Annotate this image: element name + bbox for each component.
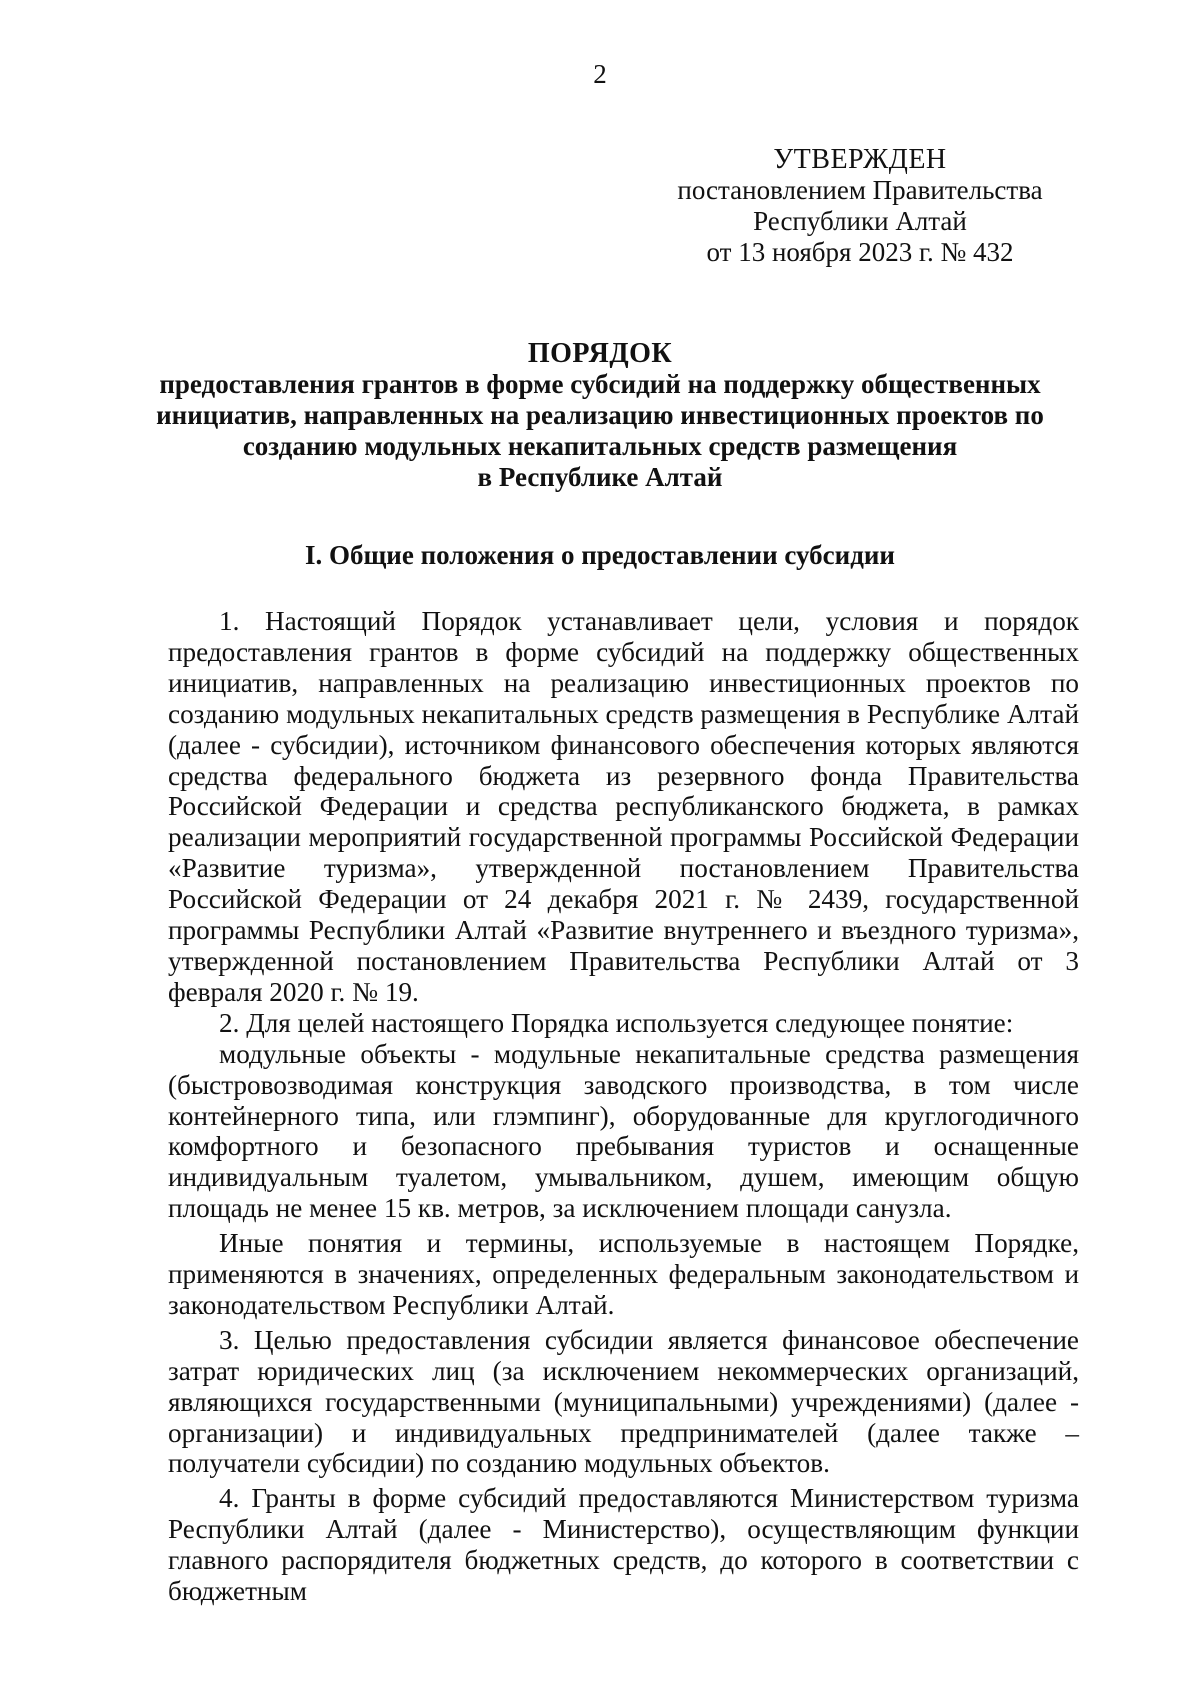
- title-line: в Республике Алтай: [477, 462, 723, 492]
- approval-title: УТВЕРЖДЕН: [773, 144, 947, 175]
- approval-block: [620, 144, 1100, 268]
- paragraph: 2. Для целей настоящего Порядка используется следующее понятие:: [219, 1007, 1014, 1038]
- paragraph: 3. Целью предоставления субсидии является финансовое обеспечение затрат юридических лиц (за исключением некоммерческих организаций, являющихся государственными (муниципальными) учреждениями) (далее - организации) и индивидуальных предпринимателей (далее также – получатели субсидии) по созданию модульных объектов.: [168, 1324, 1079, 1479]
- title-line: предоставления грантов в форме субсидий на поддержку общественных: [159, 369, 1041, 399]
- title-line: инициатив, направленных на реализацию инвестиционных проектов по: [156, 400, 1044, 430]
- approval-line: Республики Алтай: [753, 206, 967, 236]
- page-number: 2: [593, 59, 607, 89]
- title-main: ПОРЯДОК: [527, 338, 673, 369]
- paragraph: 1. Настоящий Порядок устанавливает цели, условия и порядок предоставления грантов в форме субсидий на поддержку общественных инициатив, направленных на реализацию инвестиционных проектов по созданию модульных некапитальных средств размещения в Республике Алтай (далее - субсидии), источником финансового обеспечения которых являются средства федерального бюджета из резервного фонда Правительства Российской Федерации и средства республиканского бюджета, в рамках реализации мероприятий государственной программы Российской Федерации «Развитие туризма», утвержденной постановлением Правительства Российской Федерации от 24 декабря 2021 г. № 2439, государственной программы Республики Алтай «Развитие внутреннего и въездного туризма», утвержденной постановлением Правительства Республики Алтай от 3 февраля 2020 г. № 19.: [168, 606, 1079, 1007]
- body-text: [168, 606, 1079, 1607]
- title-line: созданию модульных некапитальных средств размещения: [242, 431, 958, 461]
- paragraph: 4. Гранты в форме субсидий предоставляются Министерством туризма Республики Алтай (далее - Министерство), осуществляющим функции главного распорядителя бюджетных средств, до которого в соответствии с бюджетным: [168, 1483, 1079, 1607]
- document-title: [140, 338, 1060, 493]
- approval-date: от 13 ноября 2023 г. № 432: [706, 237, 1014, 267]
- section-heading: I. Общие положения о предоставлении субсидии: [305, 540, 895, 570]
- paragraph: модульные объекты - модульные некапитальные средства размещения (быстровозводимая конструкция заводского производства, в том числе контейнерного типа, или глэмпинг), оборудованные для круглогодичного комфортного и безопасного пребывания туристов и оснащенные индивидуальным туалетом, умывальником, душем, имеющим общую площадь не менее 15 кв. метров, за исключением площади санузла.: [168, 1038, 1079, 1224]
- paragraph: Иные понятия и термины, используемые в настоящем Порядке, применяются в значениях, определенных федеральным законодательством и законодательством Республики Алтай.: [168, 1228, 1079, 1320]
- approval-line: постановлением Правительства: [677, 175, 1043, 205]
